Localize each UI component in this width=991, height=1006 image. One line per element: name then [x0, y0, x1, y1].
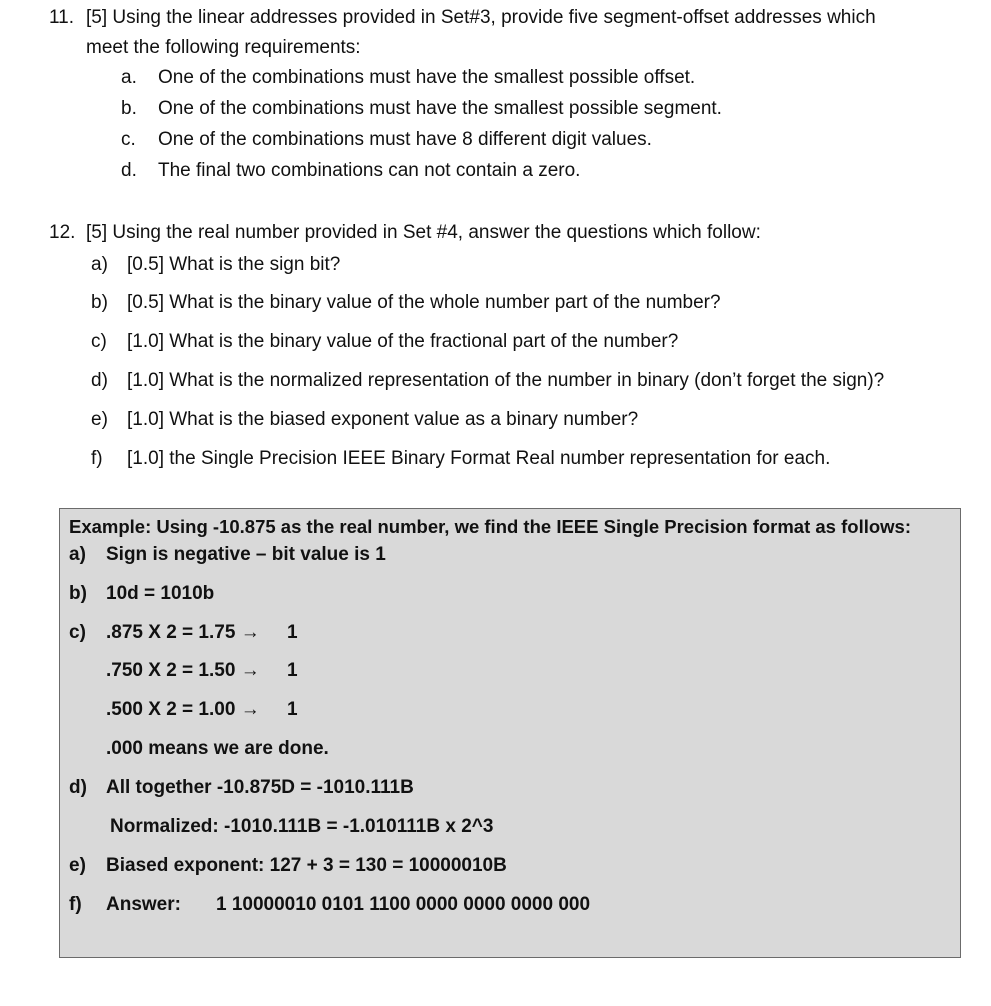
q11-prompt-line2: meet the following requirements:: [86, 37, 361, 58]
example-a-text: Sign is negative – bit value is 1: [106, 544, 386, 565]
example-c-bit-1: 1: [287, 622, 298, 643]
example-box: [59, 508, 961, 958]
example-f-marker: f): [69, 894, 82, 915]
q12-item-a-text: [0.5] What is the sign bit?: [127, 254, 341, 275]
example-a-marker: a): [69, 544, 86, 565]
example-c-step-3: .500 X 2 = 1.00 →: [106, 699, 260, 720]
example-c-step-2: .750 X 2 = 1.50 →: [106, 660, 260, 681]
example-c-bit-2: 1: [287, 660, 298, 681]
example-c-bit-3: 1: [287, 699, 298, 720]
example-title: Example: Using -10.875 as the real number, we find the IEEE Single Precision format as follows:: [69, 516, 911, 537]
q11-item-b-text: One of the combinations must have the smallest possible segment.: [158, 98, 722, 119]
q11-item-d-marker: d.: [121, 160, 137, 181]
q11-item-a-text: One of the combinations must have the smallest possible offset.: [158, 67, 696, 88]
example-c-done: .000 means we are done.: [106, 738, 329, 759]
q11-item-c-marker: c.: [121, 129, 136, 150]
q12-item-b-text: [0.5] What is the binary value of the whole number part of the number?: [127, 292, 721, 313]
q12-item-f-marker: f): [91, 448, 103, 469]
example-f-label: Answer:: [106, 894, 181, 915]
q11-prompt-line1: [5] Using the linear addresses provided in Set#3, provide five segment-offset addresses which: [86, 7, 876, 28]
example-d-normalized: Normalized: -1010.111B = -1.010111B x 2^3: [110, 816, 494, 837]
q11-item-c-text: One of the combinations must have 8 different digit values.: [158, 129, 652, 150]
q12-prompt: [5] Using the real number provided in Set #4, answer the questions which follow:: [86, 222, 761, 243]
example-d-text: All together -10.875D = -1010.111B: [106, 777, 414, 798]
example-c-marker: c): [69, 622, 86, 643]
q12-item-c-text: [1.0] What is the binary value of the fractional part of the number?: [127, 331, 679, 352]
q11-item-d-text: The final two combinations can not contain a zero.: [158, 160, 581, 181]
example-e-text: Biased exponent: 127 + 3 = 130 = 10000010B: [106, 855, 507, 876]
example-b-text: 10d = 1010b: [106, 583, 215, 604]
q12-item-d-marker: d): [91, 370, 108, 391]
q11-item-a-marker: a.: [121, 67, 137, 88]
q11-item-b-marker: b.: [121, 98, 137, 119]
q12-item-e-text: [1.0] What is the biased exponent value as a binary number?: [127, 409, 639, 430]
q12-item-f-text: [1.0] the Single Precision IEEE Binary Format Real number representation for each.: [127, 448, 831, 469]
q12-item-b-marker: b): [91, 292, 108, 313]
q11-number: 11.: [49, 7, 75, 28]
q12-item-d-text: [1.0] What is the normalized representation of the number in binary (don’t forget the sign)?: [127, 370, 885, 391]
example-f-answer: 1 10000010 0101 1100 0000 0000 0000 000: [216, 894, 591, 915]
example-b-marker: b): [69, 583, 87, 604]
example-c-step-1: .875 X 2 = 1.75 →: [106, 622, 260, 643]
q12-item-c-marker: c): [91, 331, 107, 352]
q12-number: 12.: [49, 222, 76, 243]
q12-item-a-marker: a): [91, 254, 108, 275]
example-d-marker: d): [69, 777, 87, 798]
example-e-marker: e): [69, 855, 86, 876]
q12-item-e-marker: e): [91, 409, 108, 430]
